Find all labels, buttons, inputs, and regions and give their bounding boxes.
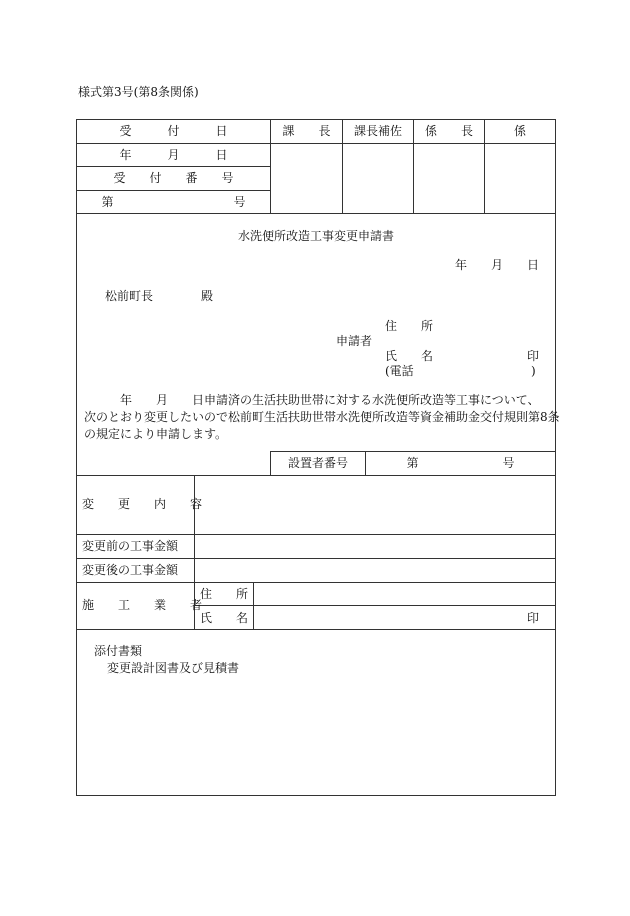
applicant-role: 申請者 [336, 334, 373, 348]
stamp-deputy-chief: 課長補佐 [353, 124, 402, 138]
applicant-seal: 印 [527, 349, 540, 363]
attachments-heading: 添付書類 [94, 644, 143, 658]
stamp-subsection-chief: 係 長 [424, 124, 473, 138]
body-text-line-1: 年 月 日申請済の生活扶助世帯に対する水洗便所改造等工事について、 [84, 393, 540, 407]
reception-ymd: 年 月 日 [119, 148, 228, 162]
applicant-phone-open: (電話 [385, 364, 414, 378]
applicant-name-label: 氏 名 [385, 349, 434, 363]
contractor-label: 施 工 業 者 [82, 598, 203, 612]
applicant-phone-close: ) [531, 364, 536, 378]
installer-number-label: 設置者番号 [287, 456, 348, 470]
contractor-name-label: 氏 名 [200, 611, 249, 625]
applicant-address-label: 住 所 [385, 319, 434, 333]
cost-before-label: 変更前の工事金額 [82, 539, 179, 553]
addressee: 松前町長 殿 [105, 289, 214, 303]
contractor-seal: 印 [527, 611, 540, 625]
form-number: 様式第3号(第8条関係) [78, 85, 199, 99]
contractor-address-label: 住 所 [200, 587, 249, 601]
cost-after-label: 変更後の工事金額 [82, 563, 179, 577]
reception-number-value: 第 号 [101, 195, 246, 209]
body-text-line-2: 次のとおり変更したいので松前町生活扶助世帯水洗便所改造等資金補助金交付規則第8条 [84, 410, 560, 424]
stamp-section-chief: 課 長 [282, 124, 331, 138]
attachments-item: 変更設計図書及び見積書 [107, 661, 240, 675]
reception-number-label: 受 付 番 号 [113, 171, 234, 185]
application-date: 年 月 日 [455, 258, 540, 272]
reception-date-label: 受 付 日 [119, 124, 228, 138]
stamp-staff: 係 [513, 124, 526, 138]
installer-number-value: 第 号 [406, 456, 515, 470]
document-title: 水洗便所改造工事変更申請書 [237, 229, 394, 243]
change-content-label: 変 更 内 容 [82, 497, 203, 511]
body-text-line-3: の規定により申請します。 [84, 427, 228, 441]
